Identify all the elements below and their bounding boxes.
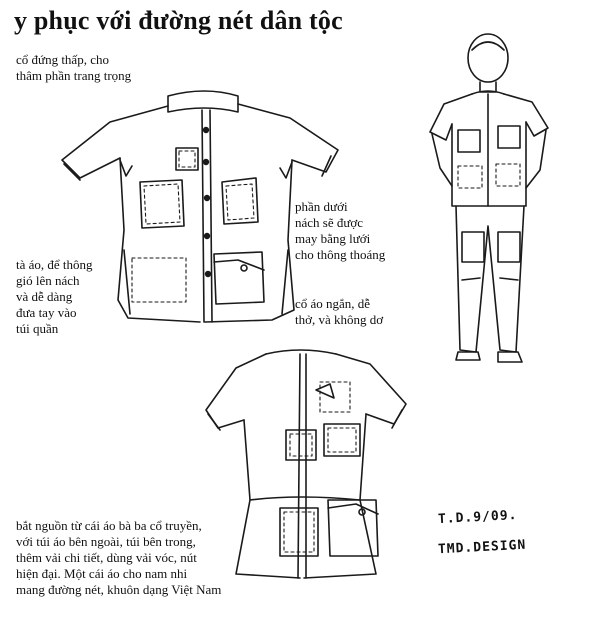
note-underarm-mesh: phần dưới nách sẽ được may bằng lưới cho thông thoáng [295,199,386,262]
button [205,196,210,201]
button [206,272,211,277]
person-figure-sketch [430,34,548,362]
button [204,160,209,165]
button [204,128,209,133]
note-collar: cổ đứng thấp, cho thâm phần trang trọng [16,52,132,83]
button [205,234,210,239]
signature-date: T.D.9/09. [437,507,518,528]
note-short-collar: cổ áo ngắn, dễ thở, và không dơ [295,296,384,327]
signature-brand: TMD.DESIGN [437,537,527,558]
shirt-sketch-front-bottom [206,350,406,578]
page-title: y phục với đường nét dân tộc [14,6,343,35]
shirt-sketch-front-top [62,91,338,322]
note-side-vent: tà áo, để thông gió lên nách và dễ dàng đưa tay vào túi quần [16,257,93,336]
note-origin: bắt nguồn từ cái áo bà ba cổ truyền, với túi áo bên ngoài, túi bên trong, thêm vải chi tiết, dùng vải vóc, nút hiện đại. Một cái áo cho nam nhi mang đường nét, khuôn dạng Việt Nam [16,518,222,597]
